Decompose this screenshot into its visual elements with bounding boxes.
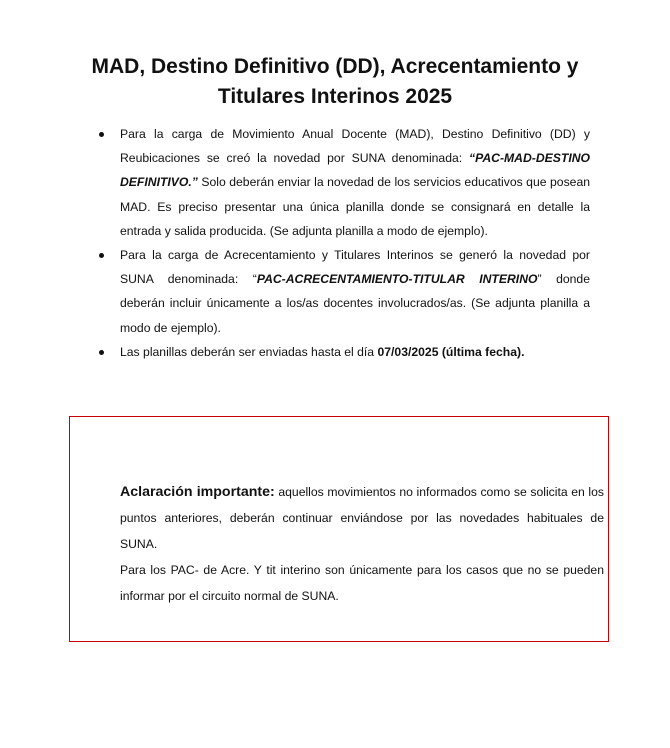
bullet-text: ” donde deberán incluir únicamente a los/as docentes involucrados/as. (Se adjunta planilla a modo de ejemplo). — [120, 272, 590, 335]
bullet-dot-icon — [99, 132, 104, 137]
notice-text: aquellos movimientos no informados como se solicita en los puntos anteriores, deberán continuar enviándose por las novedades habituales de SUNA. — [120, 485, 604, 551]
document-title: MAD, Destino Definitivo (DD), Acrecentamiento y Titulares Interinos 2025 — [91, 55, 579, 108]
bullet-dot-icon — [99, 350, 104, 355]
bullet-text: Solo deberán enviar la novedad de los servicios educativos que posean MAD. Es preciso presentar una única planilla donde se consignará en detalle la entrada y salida producida. (Se adjunta planilla a modo de ejemplo). — [120, 175, 590, 238]
novedad-name: PAC-ACRECENTAMIENTO-TITULAR INTERINO — [256, 272, 538, 287]
bullet-text: Para la carga de Acrecentamiento y Titulares Interinos se generó la novedad por SUNA denominada: “ — [120, 248, 590, 287]
bullet-text: Las planillas deberán ser enviadas hasta el día — [120, 344, 378, 359]
deadline-date: 07/03/2025 (última fecha). — [377, 344, 525, 359]
novedad-name: “PAC-MAD-DESTINO DEFINITIVO.” — [120, 151, 590, 190]
bullet-item-deadline — [96, 340, 590, 364]
notice-heading: Aclaración importante: — [120, 484, 275, 500]
bullet-item-mad — [96, 122, 590, 243]
bullet-item-acrecentamiento — [96, 243, 590, 340]
notice-text-secondary: Para los PAC- de Acre. Y tit interino son únicamente para los casos que no se pueden informar por el circuito normal de SUNA. — [120, 563, 604, 603]
bullet-list — [96, 122, 590, 364]
bullet-text: Para la carga de Movimiento Anual Docente (MAD), Destino Definitivo (DD) y Reubicaciones se creó la novedad por SUNA denominada: — [120, 127, 590, 166]
bullet-dot-icon — [99, 253, 104, 258]
notice-body — [120, 479, 604, 609]
important-notice-box — [69, 416, 609, 642]
